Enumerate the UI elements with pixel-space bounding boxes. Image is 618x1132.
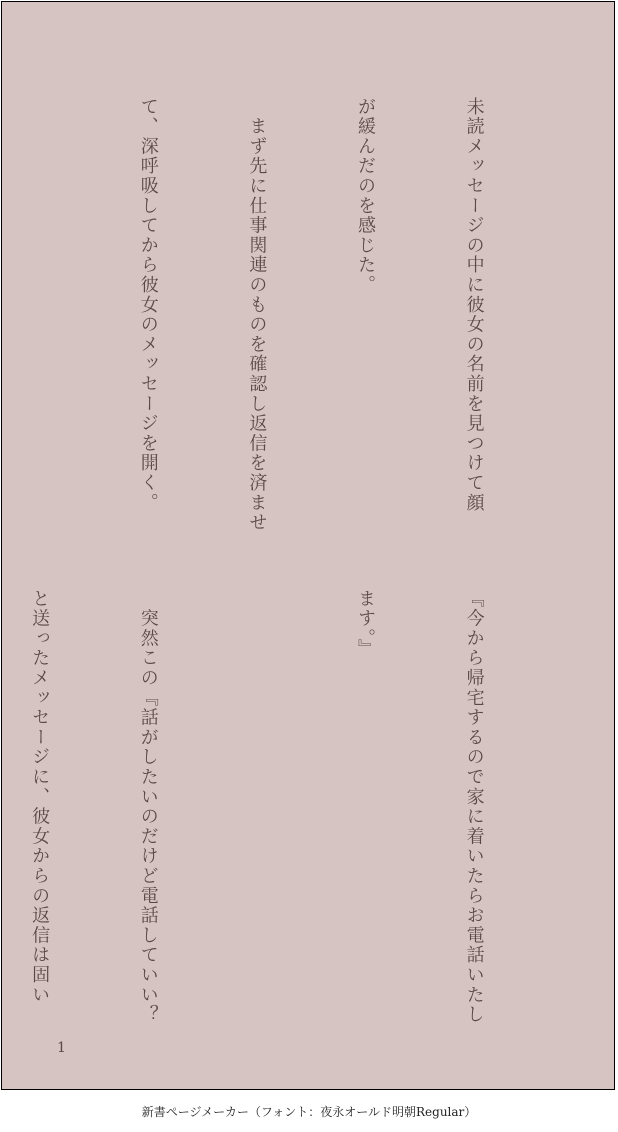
text-line: て、深呼吸してから彼女のメッセージを開く。 [137,97,159,513]
text-line: が緩んだのを感じた。 [354,97,376,295]
text-block-bottom [0,589,564,1029]
text-line: ます。』 [354,589,376,660]
text-line: 『今から帰宅するので家に着いたらお電話いたし [463,589,485,1025]
footer-credit: 新書ページメーカー（フォント：夜永オールド明朝Regular） [141,1105,477,1119]
text-block-top [0,97,564,537]
text-line [238,589,274,1029]
text-line: まず先に仕事関連のものを確認し返信を済ませ [246,97,268,533]
text-line [21,97,57,537]
book-page [1,1,615,1090]
text-line: 突然この『話がしたいのだけど電話していい？ [137,589,159,1025]
page-number: 1 [57,1040,66,1056]
text-line: と送ったメッセージに、彼女からの返信は固い [29,589,51,1005]
text-line: 未読メッセージの中に彼女の名前を見つけて顔 [463,97,485,513]
